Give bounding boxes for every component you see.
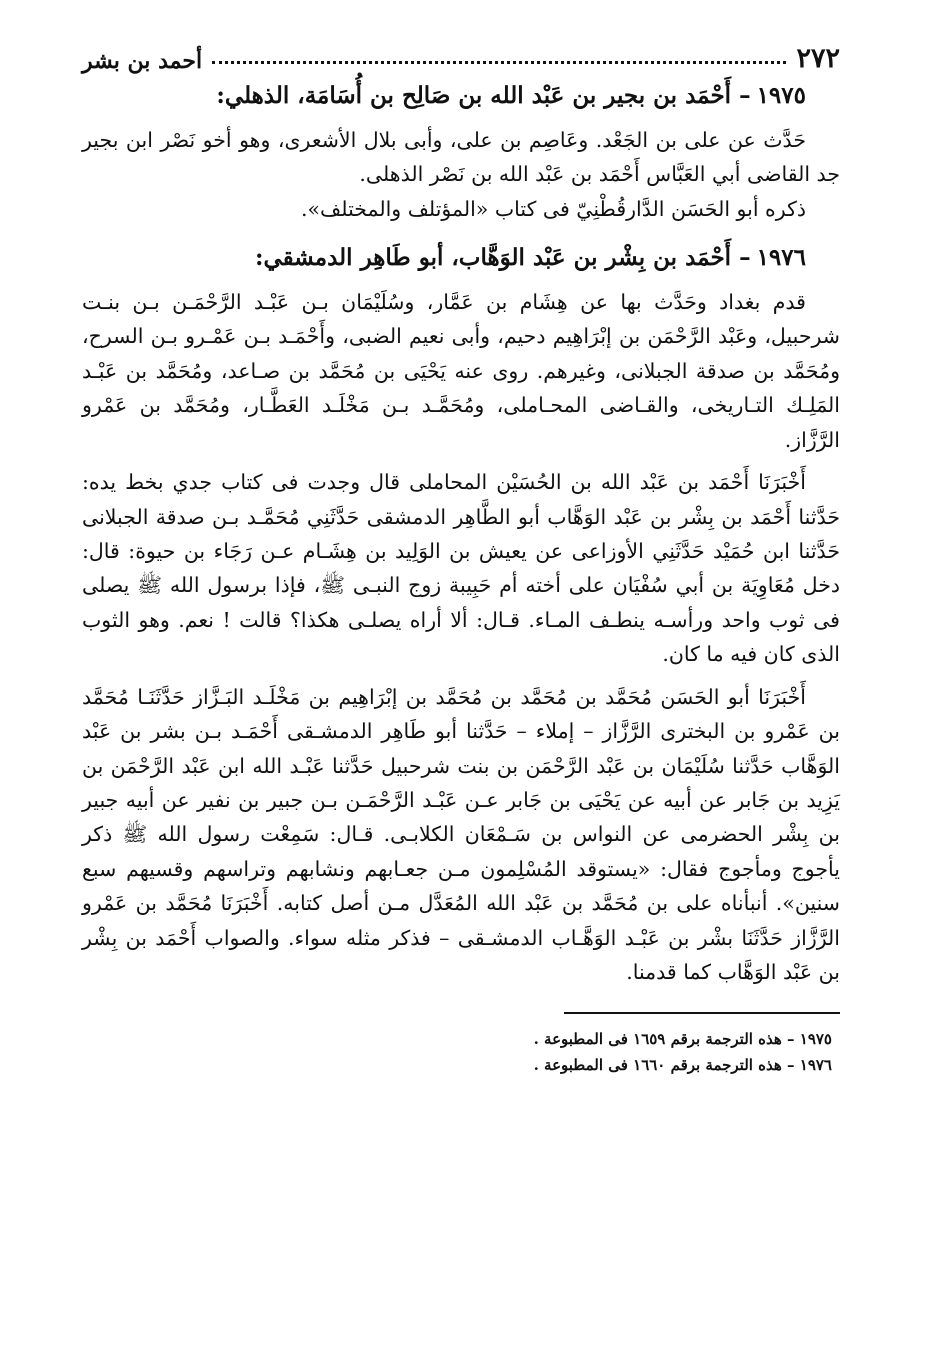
entry-1975 bbox=[82, 78, 840, 226]
entry-number: ١٩٧٦ bbox=[756, 244, 806, 272]
entry-number: ١٩٧٥ bbox=[756, 82, 806, 109]
footnote: ١٩٧٦ – هذه الترجمة برقم ١٦٦٠ فى المطبوعة . bbox=[533, 1055, 832, 1074]
entry-paragraph: قدم بغداد وحَدَّث بها عن هِشَام بن عَمَّار، وسُلَيْمَان بـن عَبْـد الرَّحْمَـن بـن بنـت شرحبيل، وعَبْد الرَّحْمَن بن إبْرَاهِيم دحيم، وأبى نعيم الضبى، وأَحْمَـد بـن عَمْـرو بـن السرح، ومُحَمَّد بن صدقة الجبلانى، وغيرهم. روى عنه يَحْيَى بن مُحَمَّد بن صـاعد، ومُحَمَّد بن عَبْـد المَلِـك التـاريخى، والقـاضى المحـاملى، ومُحَمَّـد بـن مَخْلَـد العَطَّـار، ومُحَمَّد بن عَمْرو الرَّزَّاز. bbox=[82, 289, 840, 452]
footnote: ١٩٧٥ – هذه الترجمة برقم ١٦٥٩ فى المطبوعة . bbox=[533, 1029, 832, 1048]
footnote-divider bbox=[564, 1012, 840, 1014]
entry-paragraph: أَخْبَرَنَا أَحْمَد بن عَبْد الله بن الحُسَيْن المحاملى قال وجدت فى كتاب جدي بخط يده: حَدَّثنا أَحْمَد بن بِشْر بن عَبْد الوَهَّاب أبو الطَّاهِر الدمشقى حَدَّثَنِي مُحَمَّـد بـن صدقة الجبلانى حَدَّثنا ابن حُمَيْد حَدَّثَنِي الأوزاعى عن يعيش بن الوَلِيد بن هِشَـام عـن رَجَاء بن حيوة: قال: دخل مُعَاوِيَة بن أبي سُفْيَان على أخته أم حَبِيبة زوج النبـى ﷺ، فإذا برسول الله ﷺ يصلى فى ثوب واحد ورأسـه ينطـف المـاء. قـال: ألا أراه يصلـى هكذا؟ قالت ! نعم. وهو الثوب الذى كان فيه ما كان. bbox=[82, 470, 840, 667]
entry-paragraph: حَدَّث عن على بن الجَعْد. وعَاصِم بن على، وأبى بلال الأشعرى، وهو أخو نَصْر ابن بجير جد القاضى أبي العَبَّاس أَحْمَد بن عَبْد الله بن نَصْر الذهلى. bbox=[82, 127, 840, 187]
leader-dots bbox=[212, 61, 786, 64]
entry-1976 bbox=[82, 240, 840, 990]
entry-heading: – أَحْمَد بن بِشْر بن عَبْد الوَهَّاب، أبو طَاهِر الدمشقي: bbox=[254, 244, 751, 272]
entry-title bbox=[82, 78, 806, 115]
entry-paragraph: ذكره أبو الحَسَن الدَّارقُطْنِيّ فى كتاب «المؤتلف والمختلف». bbox=[301, 196, 806, 221]
page-number: ٢٧٢ bbox=[796, 43, 840, 74]
entry-paragraph: أَخْبَرَنَا أبو الحَسَن مُحَمَّد بن مُحَمَّد بن مُحَمَّد بن إبْرَاهِيم بن مَخْلَـد البَـزَّاز حَدَّثَنَـا مُحَمَّد بن عَمْرو بن البخترى الرَّزَّاز – إملاء – حَدَّثنا أبو طَاهِر الدمشـقى أَحْمَـد بـن بشر بن عَبْد الوَهَّاب حَدَّثنا سُلَيْمَان بن عَبْد الرَّحْمَن بن بنت شرحبيل حَدَّثنا عَبْـد الله ابن عَبْد الرَّحْمَن بن يَزِيد بن جَابر عن أبيه عن يَحْيَى بن جَابر عـن عَبْـد الرَّحْمَـن بـن جبير بن نفير عن أبيه جبير بن بِشْر الحضرمى عن النواس بن سَـمْعَان الكلابـى. قـال: سَمِعْت رسول الله ﷺ ذكر يأجوج ومأجوج فقال: «يستوقد المُسْلِمون مـن جعـابهم ونشابهم وتراسهم وقسيهم سبع سنين». أنبأناه على بن مُحَمَّد بن عَبْد الله المُعَدَّل مـن أصل كتابه. أَخْبَرَنَا مُحَمَّد بن عَمْرو الرَّزَّاز حَدَّثَنَا بشْر بن عَبْـد الوَهَّـاب الدمشـقى – فذكر مثله سواء. والصواب أَحْمَد بن بِشْر بن عَبْد الوَهَّاب كما قدمنا. bbox=[82, 684, 840, 985]
entry-heading: – أَحْمَد بن بجير بن عَبْد الله بن صَالِح بن أُسَامَة، الذهلي: bbox=[216, 82, 751, 109]
entry-title bbox=[82, 240, 806, 277]
book-page bbox=[82, 28, 840, 1338]
running-head bbox=[82, 28, 840, 72]
running-head-name: أحمد بن بشر bbox=[82, 48, 203, 74]
